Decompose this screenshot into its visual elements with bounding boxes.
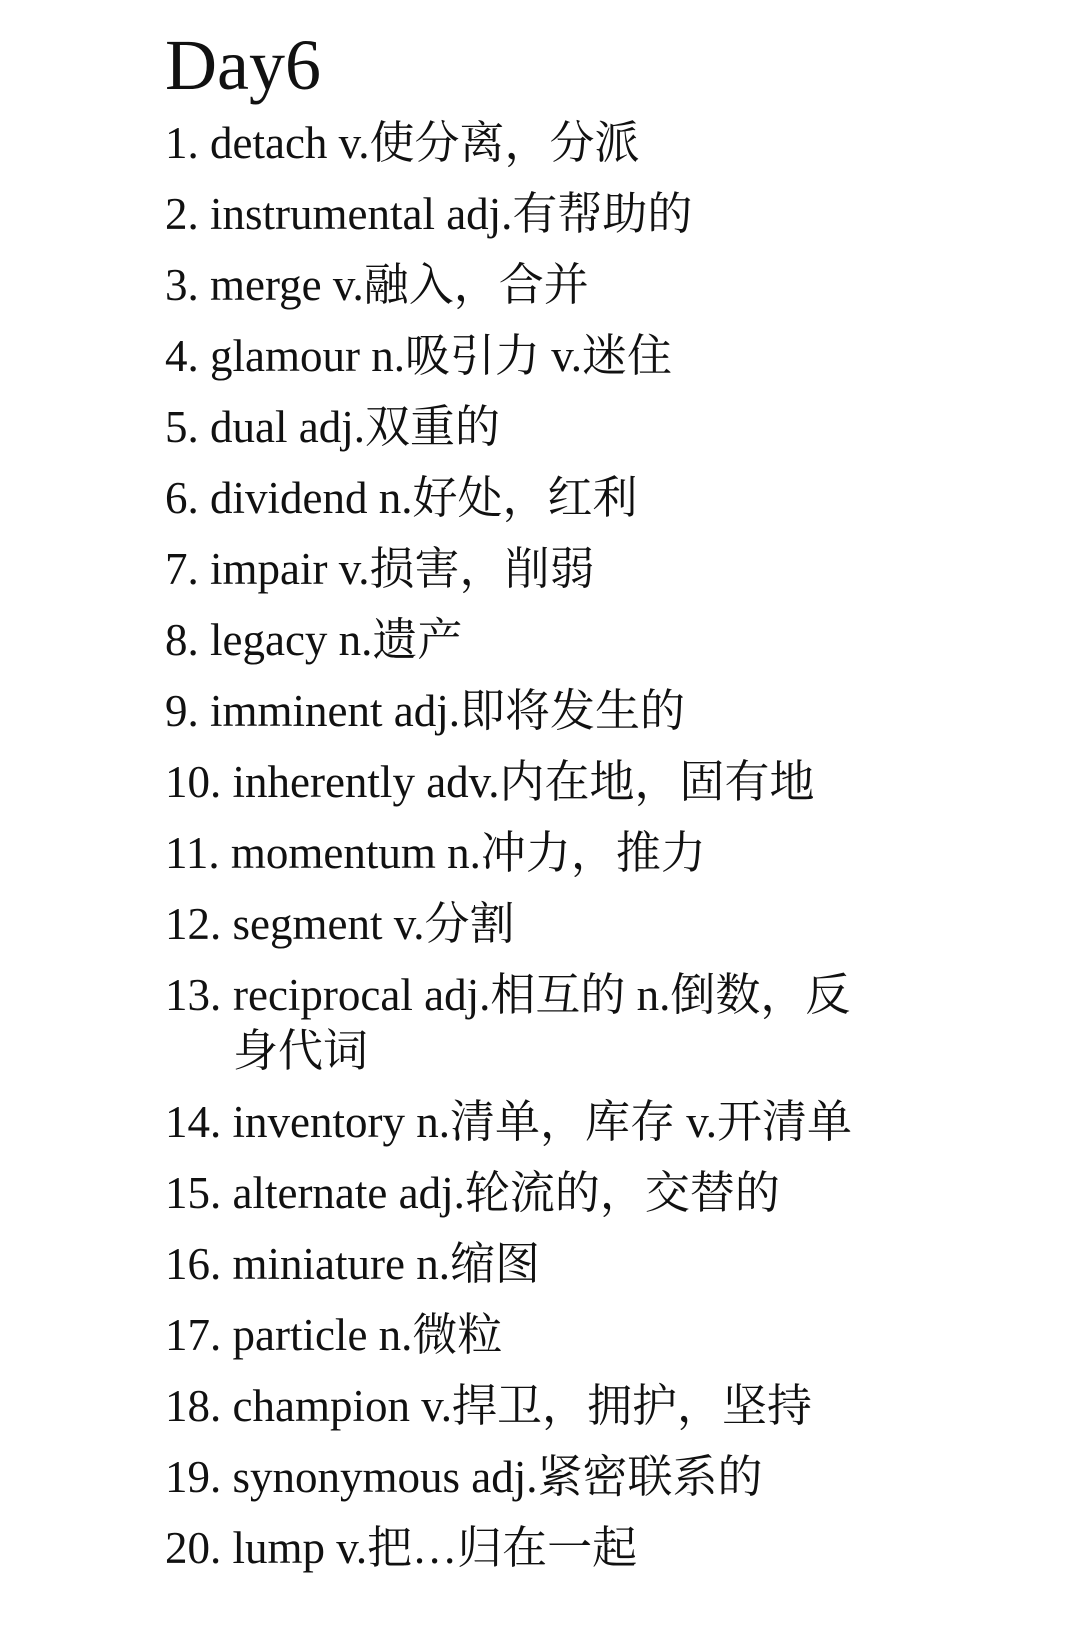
item-number: 10. [165,757,222,807]
item-number: 6. [165,473,199,523]
item-number: 4. [165,331,199,381]
item-number: 15. [165,1168,222,1218]
list-item [165,1307,965,1378]
item-number: 17. [165,1310,222,1360]
item-number: 16. [165,1239,222,1289]
item-entry: detach v.使分离，分派 [210,118,640,168]
item-number: 8. [165,615,199,665]
list-item [165,1165,965,1236]
list-item [165,825,965,896]
list-item [165,683,965,754]
list-item [165,541,965,612]
list-item [165,1236,965,1307]
item-number: 7. [165,544,199,594]
item-number: 13. [165,970,222,1020]
item-entry: inventory n.清单，库存 v.开清单 [232,1097,853,1147]
item-entry: segment v.分割 [232,899,515,949]
list-item [165,896,965,967]
vocabulary-list [165,115,965,1591]
item-number: 19. [165,1452,222,1502]
item-entry: imminent adj.即将发生的 [210,686,685,736]
item-entry: dividend n.好处，红利 [210,473,638,523]
item-number: 9. [165,686,199,736]
item-number: 5. [165,402,199,452]
list-item [165,399,965,470]
item-number: 3. [165,260,199,310]
item-number: 20. [165,1523,222,1573]
item-entry: alternate adj.轮流的，交替的 [232,1168,780,1218]
item-entry: legacy n.遗产 [210,615,463,665]
item-entry: synonymous adj.紧密联系的 [232,1452,763,1502]
item-number: 2. [165,189,199,239]
list-item [165,1449,965,1520]
list-item [165,186,965,257]
list-item [165,1378,965,1449]
item-entry: momentum n.冲力，推力 [230,828,706,878]
item-entry: champion v.捍卫，拥护，坚持 [232,1381,813,1431]
page-title: Day6 [165,25,321,105]
item-entry: lump v.把…归在一起 [232,1523,638,1573]
list-item [165,754,965,825]
item-number: 14. [165,1097,222,1147]
list-item [165,1520,965,1591]
list-item [165,1094,965,1165]
item-entry: instrumental adj.有帮助的 [210,189,693,239]
item-number: 12. [165,899,222,949]
item-entry: dual adj.双重的 [210,402,500,452]
item-entry: merge v.融入，合并 [210,260,589,310]
item-entry: particle n.微粒 [232,1310,503,1360]
item-entry: glamour n.吸引力 v.迷住 [210,331,673,381]
item-entry: impair v.损害，削弱 [210,544,595,594]
list-item [165,470,965,541]
item-entry: miniature n.缩图 [232,1239,540,1289]
list-item [165,115,965,186]
item-entry: inherently adv.内在地，固有地 [232,757,815,807]
item-number: 18. [165,1381,222,1431]
item-number: 11. [165,828,220,878]
list-item [165,257,965,328]
list-item [165,612,965,683]
list-item [165,967,965,1094]
item-entry: reciprocal adj.相互的 n.倒数，反身代词 [233,970,851,1076]
list-item [165,328,965,399]
item-number: 1. [165,118,199,168]
